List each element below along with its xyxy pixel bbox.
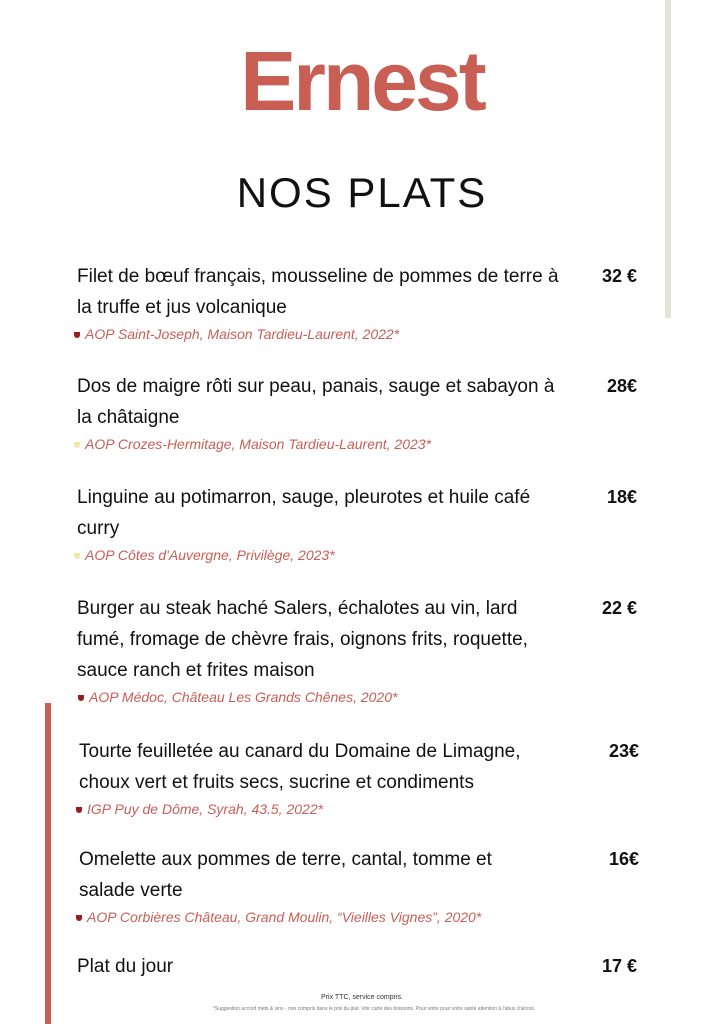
dish-price: 28€ [606,376,637,396]
wine-text: AOP Saint-Joseph, Maison Tardieu-Laurent, 2022* [85,326,400,342]
dish-item [79,736,639,820]
footer-disclaimer: *Suggestion accord mets & vins - non compris dans le prix du plat. Voir carte des boissons. Pour votre pour votre santé attention à l'abus d'alcool. [212,1006,536,1012]
logo: Ernest [240,34,484,128]
dish-price: 17 € [601,956,637,976]
red-wine-glass-icon [76,915,82,921]
red-wine-glass-icon [74,332,80,338]
dish-price: 18€ [606,487,637,507]
dish-item [79,844,639,928]
wine-suggestion [76,906,639,928]
dish-item [77,371,637,455]
dish-name: Burger au steak haché Salers, échalotes au vin, lard fumé, fromage de chèvre frais, oignons frits, roquette, sauce ranch et frites maison [77,598,528,681]
red-wine-glass-icon [76,807,82,813]
wine-text: AOP Corbières Château, Grand Moulin, “Vieilles Vignes”, 2020* [87,909,482,925]
white-wine-glass-icon [74,553,80,559]
dish-name: Tourte feuilletée au canard du Domaine de Limagne, choux vert et fruits secs, sucrine et condiments [79,741,521,793]
wine-suggestion [74,323,637,345]
dish-item [77,951,637,982]
dish-name: Omelette aux pommes de terre, cantal, tomme et salade verte [79,849,492,901]
dish-price: 22 € [601,598,637,618]
dish-item [77,593,637,708]
decorative-side-bar-left [45,703,51,1024]
dish-item [77,482,637,566]
wine-text: AOP Crozes-Hermitage, Maison Tardieu-Laurent, 2023* [85,436,432,452]
wine-text: IGP Puy de Dôme, Syrah, 43.5, 2022* [87,801,324,817]
wine-suggestion [74,433,637,455]
red-wine-glass-icon [78,695,84,701]
dish-name: Dos de maigre rôti sur peau, panais, sauge et sabayon à la châtaigne [77,376,555,428]
wine-suggestion [78,686,637,708]
dish-price: 32 € [601,266,637,286]
dish-price: 16€ [608,849,639,869]
dish-price: 23€ [608,741,639,761]
page-title: NOS PLATS [236,169,488,216]
white-wine-glass-icon [74,442,80,448]
wine-text: AOP Médoc, Château Les Grands Chênes, 2020* [89,689,398,705]
dish-name: Plat du jour [77,956,174,977]
wine-suggestion [76,798,639,820]
dish-name: Filet de bœuf français, mousseline de pommes de terre à la truffe et jus volcanique [77,266,559,318]
wine-suggestion [74,544,637,566]
dish-item [77,261,637,345]
footer-price-note: Prix TTC, service compris. [321,994,403,1001]
dish-name: Linguine au potimarron, sauge, pleurotes et huile café curry [77,487,531,539]
wine-text: AOP Côtes d'Auvergne, Privilège, 2023* [85,547,335,563]
